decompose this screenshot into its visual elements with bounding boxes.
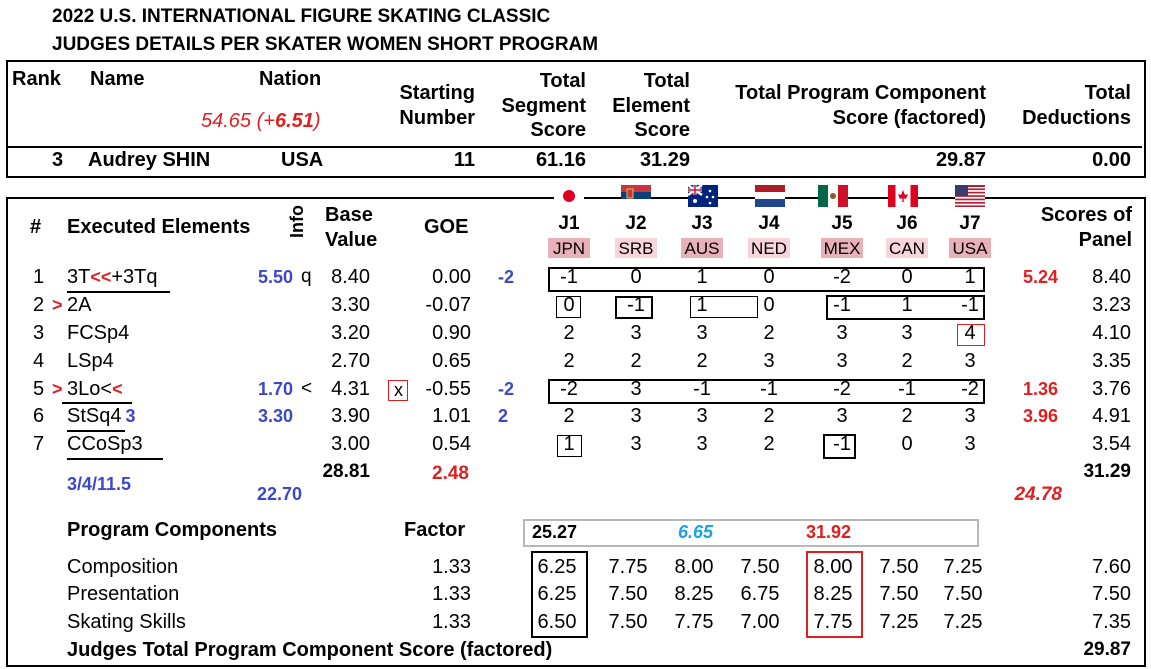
judge-score-j6: 2 [901, 350, 913, 372]
red-total: 24.78 [1014, 484, 1062, 505]
element-underline-6 [67, 430, 125, 432]
element-goe: 1.01 [432, 405, 471, 427]
element-panel-score: 3.54 [1092, 433, 1131, 455]
canada-flag-icon [888, 185, 918, 207]
judge-score-j5: -1 [833, 294, 851, 316]
pcs-total-value: 29.87 [1083, 639, 1131, 660]
element-goe: 0.54 [432, 433, 471, 455]
australia-flag-icon [688, 185, 718, 207]
component-name: Presentation [67, 583, 180, 605]
rank-header: Rank [12, 68, 61, 90]
component-score-j3: 8.00 [674, 556, 714, 578]
starting-number-header-1: Starting [399, 82, 475, 104]
component-score-j5: 7.75 [813, 611, 853, 633]
judge-score-j1: 2 [563, 405, 575, 427]
element-number: 4 [33, 350, 45, 372]
starting-number-header-2: Number [399, 107, 475, 129]
element-level: 3 [125, 406, 136, 426]
judge-label-j7: J7 [959, 213, 981, 234]
skater-nation: USA [281, 149, 324, 171]
element-red-value: 5.24 [1022, 267, 1058, 287]
element-name [67, 434, 143, 454]
factor-header: Factor [404, 519, 466, 541]
netherlands-flag-icon [755, 185, 785, 207]
row2-j5j7-box [826, 295, 985, 320]
component-score-j2: 7.75 [608, 556, 648, 578]
element-base-value: 3.30 [331, 294, 370, 316]
judge-score-j6: -1 [898, 378, 916, 400]
tes-header-2: Element [612, 95, 690, 117]
pcs-total-label: Judges Total Program Component Score (factored) [67, 639, 553, 661]
base-value-header-2: Value [325, 229, 378, 251]
tes-header-1: Total [643, 70, 690, 92]
judge-score-j1: 1 [563, 433, 575, 455]
bonus-x-mark: x [394, 380, 403, 400]
base-value-header-1: Base [325, 204, 373, 226]
component-score-j6: 7.50 [879, 556, 919, 578]
element-code: 2A [67, 294, 92, 316]
judge-score-j3: 3 [696, 322, 708, 344]
judge-score-j2: 3 [630, 378, 642, 400]
judge-score-j4: 0 [763, 294, 775, 316]
judge-label-j6: J6 [896, 213, 918, 234]
judge-score-j2: 0 [630, 266, 642, 288]
judge-score-j3: 1 [696, 266, 708, 288]
judge-score-j2: 3 [630, 405, 642, 427]
tss-header-3: Score [530, 119, 586, 141]
element-name [67, 351, 114, 371]
page-subtitle: JUDGES DETAILS PER SKATER WOMEN SHORT PROGRAM [52, 34, 599, 55]
row2-j1-box [556, 296, 581, 318]
judge-score-j2: 3 [630, 433, 642, 455]
element-red-value: 1.36 [1022, 379, 1058, 399]
judge-score-j6: 3 [901, 322, 913, 344]
element-panel-score: 8.40 [1092, 266, 1131, 288]
element-base-value: 2.70 [331, 350, 370, 372]
element-goe: -0.55 [425, 378, 471, 400]
judge-score-j2: -1 [627, 294, 645, 316]
element-base-value: 8.40 [331, 266, 370, 288]
row2-j3j4-box [690, 296, 758, 318]
judge-score-j4: 2 [763, 433, 775, 455]
element-goe-adj: 2 [498, 406, 509, 426]
component-score-j3: 7.75 [674, 611, 714, 633]
judge-score-j3: 2 [696, 350, 708, 372]
judge-score-j7: -2 [961, 378, 979, 400]
judge-score-j6: 2 [901, 405, 913, 427]
serbia-flag-icon [621, 185, 651, 207]
judge-label-j3: J3 [691, 213, 713, 234]
judge-code-j3: AUS [681, 238, 723, 258]
element-name [67, 295, 91, 315]
component-score-j4: 7.00 [740, 611, 780, 633]
judge-label-j2: J2 [625, 213, 647, 234]
element-base-value: 3.20 [331, 322, 370, 344]
element-red-value: 3.96 [1022, 406, 1058, 426]
pcs-header-1: Total Program Component [735, 82, 986, 104]
element-code: 3Lo< [67, 378, 113, 400]
element-goe-adj: -2 [498, 379, 515, 399]
total-deductions: 0.00 [1092, 149, 1131, 171]
row1-judges-box [548, 267, 985, 292]
judge-score-j7: 3 [964, 405, 976, 427]
judge-score-j7: 3 [964, 433, 976, 455]
j1-components-box [531, 551, 588, 638]
judge-score-j6: 0 [901, 266, 913, 288]
judge-code-j6: CAN [886, 238, 928, 258]
element-code-2: +3Tq [111, 266, 158, 288]
component-panel-score: 7.50 [1092, 583, 1131, 605]
element-left-value: 1.70 [257, 379, 293, 399]
tss-header-2: Segment [501, 95, 586, 117]
element-code: FCSp4 [67, 322, 130, 344]
score-note-end: ) [313, 110, 321, 132]
component-score-j6: 7.50 [879, 583, 919, 605]
pcs-header-2: Score (factored) [832, 107, 986, 129]
element-panel-score: 4.10 [1092, 322, 1131, 344]
element-prefix-mark: > [52, 295, 63, 315]
japan-flag-icon [554, 185, 584, 207]
element-prefix-mark: > [52, 379, 63, 399]
judge-label-j4: J4 [758, 213, 780, 234]
executed-elements-header: Executed Elements [67, 216, 251, 238]
total-pcs: 29.87 [935, 149, 986, 171]
pcs-summary-a: 25.27 [532, 522, 578, 542]
component-score-j4: 6.75 [740, 583, 780, 605]
scores-panel-header-2: Panel [1078, 229, 1132, 251]
mexico-flag-icon [818, 185, 848, 207]
component-name: Composition [67, 556, 179, 578]
base-value-total: 28.81 [322, 461, 370, 482]
component-score-j1: 6.25 [537, 583, 577, 605]
component-panel-score: 7.35 [1092, 611, 1131, 633]
element-underline-5 [62, 402, 132, 404]
judge-label-j1: J1 [558, 213, 580, 234]
component-score-j5: 8.25 [813, 583, 853, 605]
element-number: 1 [33, 266, 45, 288]
judge-score-j5: 3 [836, 322, 848, 344]
element-number: 6 [33, 405, 45, 427]
element-underline-7 [67, 458, 163, 460]
component-score-j6: 7.25 [879, 611, 919, 633]
element-number: 5 [33, 378, 45, 400]
element-code: LSp4 [67, 350, 114, 372]
component-score-j7: 7.50 [943, 583, 983, 605]
pcs-summary-b: 6.65 [678, 522, 714, 542]
element-goe: 0.00 [432, 266, 471, 288]
element-panel-score: 4.91 [1092, 405, 1131, 427]
row3-j7-box [957, 324, 985, 346]
judge-code-j2: SRB [615, 238, 657, 258]
element-goe: 0.90 [432, 322, 471, 344]
component-score-j3: 8.25 [674, 583, 714, 605]
j5-components-box [806, 551, 863, 638]
pcs-summary-c: 31.92 [806, 522, 852, 542]
judge-score-j4: 3 [763, 350, 775, 372]
component-name: Skating Skills [67, 611, 186, 633]
row7-j5-box [823, 434, 856, 459]
element-mark: << [90, 267, 112, 287]
component-panel-score: 7.60 [1092, 556, 1131, 578]
judge-score-j5: -2 [833, 266, 851, 288]
judge-score-j6: 1 [901, 294, 913, 316]
judge-code-j7: USA [949, 238, 991, 258]
judge-score-j5: 3 [836, 405, 848, 427]
tes-header-3: Score [634, 119, 690, 141]
judge-score-j3: -1 [693, 378, 711, 400]
element-underline-1 [67, 291, 170, 293]
judge-score-j2: 2 [630, 350, 642, 372]
judge-label-j5: J5 [831, 213, 853, 234]
goe-header: GOE [424, 216, 469, 238]
element-panel-score: 3.76 [1092, 378, 1131, 400]
judge-score-j7: 3 [964, 350, 976, 372]
element-mark: < [112, 379, 123, 399]
component-factor: 1.33 [432, 583, 471, 605]
element-number: 2 [33, 294, 45, 316]
event-title: 2022 U.S. INTERNATIONAL FIGURE SKATING CLASSIC [52, 6, 551, 27]
judge-score-j7: 4 [964, 322, 976, 344]
usa-flag-icon [955, 185, 985, 207]
component-factor: 1.33 [432, 611, 471, 633]
judge-score-j4: 0 [763, 266, 775, 288]
judge-code-j1: JPN [548, 238, 590, 258]
element-name [67, 267, 158, 287]
element-code: 3T [67, 266, 91, 288]
judge-score-j1: 2 [563, 350, 575, 372]
pcs-summary-box [523, 519, 979, 547]
scores-panel-header-1: Scores of [1040, 204, 1132, 226]
component-score-j1: 6.25 [537, 556, 577, 578]
judge-score-j5: 3 [836, 350, 848, 372]
element-base-value: 3.90 [331, 405, 370, 427]
judge-score-j3: 1 [696, 294, 708, 316]
judge-score-j5: -1 [833, 433, 851, 455]
deductions-header-1: Total [1084, 82, 1131, 104]
judge-score-j4: 2 [763, 405, 775, 427]
judge-score-j5: -2 [833, 378, 851, 400]
element-panel-score: 3.23 [1092, 294, 1131, 316]
element-goe: 0.65 [432, 350, 471, 372]
row5-judges-box [548, 379, 985, 404]
total-element-score: 31.29 [639, 149, 690, 171]
element-base-value: 4.31 [331, 378, 370, 400]
component-factor: 1.33 [432, 556, 471, 578]
score-note-base: 54.65 (+ [201, 110, 275, 132]
element-name [67, 406, 136, 426]
element-name [67, 379, 123, 399]
element-left-value: 3.30 [257, 406, 293, 426]
row7-j1-box [557, 435, 582, 457]
info-header: Info [287, 205, 307, 238]
element-base-value: 3.00 [331, 433, 370, 455]
summary-divider [8, 146, 1142, 148]
element-goe-adj: -2 [498, 267, 515, 287]
element-number: 7 [33, 433, 45, 455]
row2-j2-box [615, 296, 653, 319]
elements-note: 3/4/11.5 [67, 474, 132, 494]
skater-rank: 3 [52, 149, 64, 171]
judge-score-j7: -1 [961, 294, 979, 316]
goe-total: 2.48 [432, 463, 469, 484]
judge-score-j1: 0 [563, 294, 575, 316]
program-components-header: Program Components [67, 519, 278, 541]
starting-number: 11 [453, 149, 475, 171]
element-info: q [301, 266, 312, 287]
skater-name: Audrey SHIN [88, 149, 211, 171]
deductions-header-2: Deductions [1022, 107, 1131, 129]
element-name [67, 323, 129, 343]
total-segment-score: 61.16 [535, 149, 586, 171]
judge-code-j5: MEX [821, 238, 863, 258]
panel-elements-total: 31.29 [1083, 461, 1131, 482]
judge-score-j4: -1 [760, 378, 778, 400]
judge-score-j3: 3 [696, 405, 708, 427]
element-goe: -0.07 [425, 294, 471, 316]
element-panel-score: 3.35 [1092, 350, 1131, 372]
judge-score-j3: 3 [696, 433, 708, 455]
element-left-value: 5.50 [257, 267, 293, 287]
component-score-j4: 7.50 [740, 556, 780, 578]
element-code: CCoSp3 [67, 433, 143, 455]
component-score-j1: 6.50 [537, 611, 577, 633]
judge-score-j7: 1 [964, 266, 976, 288]
component-score-j5: 8.00 [813, 556, 853, 578]
judge-score-j1: -1 [560, 266, 578, 288]
judge-score-j1: 2 [563, 322, 575, 344]
score-note-gap: 6.51 [274, 110, 314, 132]
element-code: StSq4 [67, 405, 122, 427]
judge-code-j4: NED [748, 238, 790, 258]
judge-score-j4: 2 [763, 322, 775, 344]
judge-score-j6: 0 [901, 433, 913, 455]
element-number-header: # [30, 216, 42, 238]
judge-score-j2: 3 [630, 322, 642, 344]
tss-header-1: Total [539, 70, 586, 92]
element-info: < [301, 378, 313, 399]
component-score-j7: 7.25 [943, 611, 983, 633]
component-score-j7: 7.25 [943, 556, 983, 578]
component-score-j2: 7.50 [608, 611, 648, 633]
judge-score-j1: -2 [560, 378, 578, 400]
elements-left-total: 22.70 [256, 484, 302, 504]
score-note [201, 111, 321, 131]
nation-header: Nation [259, 68, 322, 90]
name-header: Name [90, 68, 145, 90]
element-number: 3 [33, 322, 45, 344]
component-score-j2: 7.50 [608, 583, 648, 605]
